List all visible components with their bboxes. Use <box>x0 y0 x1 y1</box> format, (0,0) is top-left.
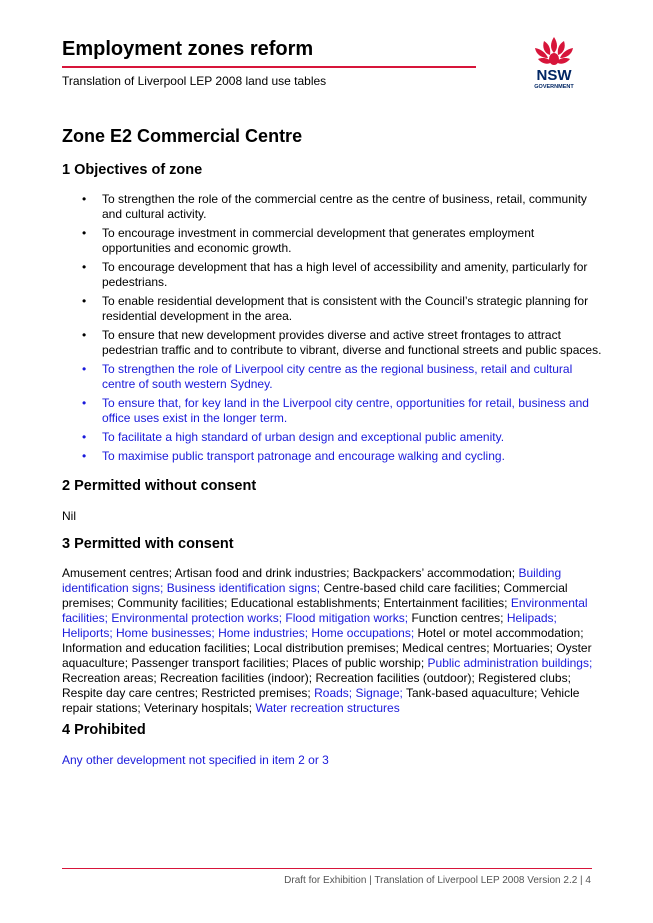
permitted-uses-text: Centre-based child care facilities; Commercial premises; Community facilities; Educational establishments; Entertainment facilities; <box>62 581 568 610</box>
with-consent-text <box>62 566 594 716</box>
permitted-uses-amended: Water recreation structures <box>255 701 400 715</box>
objective-item: • To enable residential development that is consistent with the Council’s strategic planning for residential development in the area. <box>62 294 602 324</box>
with-consent-heading: 3 Permitted with consent <box>62 536 234 552</box>
permitted-uses-amended: Environmental facilities; Environmental protection works; Flood mitigation works; <box>62 596 588 625</box>
objective-item-amended: • To strengthen the role of Liverpool city centre as the regional business, retail and cultural centre of south western Sydney. <box>62 362 602 392</box>
objectives-heading: 1 Objectives of zone <box>62 162 203 178</box>
permitted-uses-amended: Building identification signs; Business identification signs; <box>62 566 562 595</box>
permitted-uses-amended: Public administration buildings; <box>427 656 593 670</box>
without-consent-text: Nil <box>62 509 76 523</box>
permitted-uses-text: Tank-based aquaculture; Vehicle repair stations; Veterinary hospitals; <box>62 686 580 715</box>
prohibited-text: Any other development not specified in item 2 or 3 <box>62 753 329 767</box>
prohibited-heading: 4 Prohibited <box>62 722 146 738</box>
footer-divider <box>62 868 592 869</box>
document-title: Employment zones reform <box>62 38 314 60</box>
permitted-uses-text: Hotel or motel accommodation; Information and education facilities; Local distribution premises; Medical centres; Mortuaries; Oyster aquaculture; Passenger transport facilities; Places of public worship; <box>62 626 592 670</box>
objective-item: • To encourage investment in commercial development that generates employment opportunities and economic growth. <box>62 226 602 256</box>
objective-item-amended: • To ensure that, for key land in the Liverpool city centre, opportunities for retail, business and office uses exist in the longer term. <box>62 396 602 426</box>
permitted-uses-text: Function centres; <box>408 611 507 625</box>
document-subtitle: Translation of Liverpool LEP 2008 land use tables <box>62 74 327 88</box>
objective-item: • To ensure that new development provides diverse and active street frontages to attract pedestrian traffic and to contribute to vibrant, diverse and functional streets and public spaces. <box>62 328 602 358</box>
objective-item-amended: • To maximise public transport patronage and encourage walking and cycling. <box>62 449 602 464</box>
logo-wordmark: NSW <box>536 67 572 84</box>
objective-item: • To strengthen the role of the commercial centre as the centre of business, retail, community and cultural activity. <box>62 192 602 222</box>
objective-item: • To encourage development that has a high level of accessibility and amenity, particularly for pedestrians. <box>62 260 602 290</box>
permitted-uses-text: Amusement centres; Artisan food and drink industries; Backpackers’ accommodation; <box>62 566 519 580</box>
nsw-government-logo <box>524 35 584 93</box>
waratah-flower-icon <box>535 37 573 65</box>
objective-item-amended: • To facilitate a high standard of urban design and exceptional public amenity. <box>62 430 602 445</box>
without-consent-heading: 2 Permitted without consent <box>62 478 257 494</box>
logo-subtext: GOVERNMENT <box>534 84 574 90</box>
zone-title: Zone E2 Commercial Centre <box>62 126 303 146</box>
page-footer: Draft for Exhibition | Translation of Liverpool LEP 2008 Version 2.2 | 4 <box>284 875 591 886</box>
permitted-uses-amended: Roads; Signage; <box>314 686 403 700</box>
permitted-uses-text: Recreation areas; Recreation facilities (indoor); Recreation facilities (outdoor); Registered clubs; Respite day care centres; Restricted premises; <box>62 671 571 700</box>
permitted-uses-amended: Helipads; Heliports; Home businesses; Home industries; Home occupations; <box>62 611 557 640</box>
objectives-list <box>62 192 602 468</box>
header-divider <box>62 66 476 68</box>
